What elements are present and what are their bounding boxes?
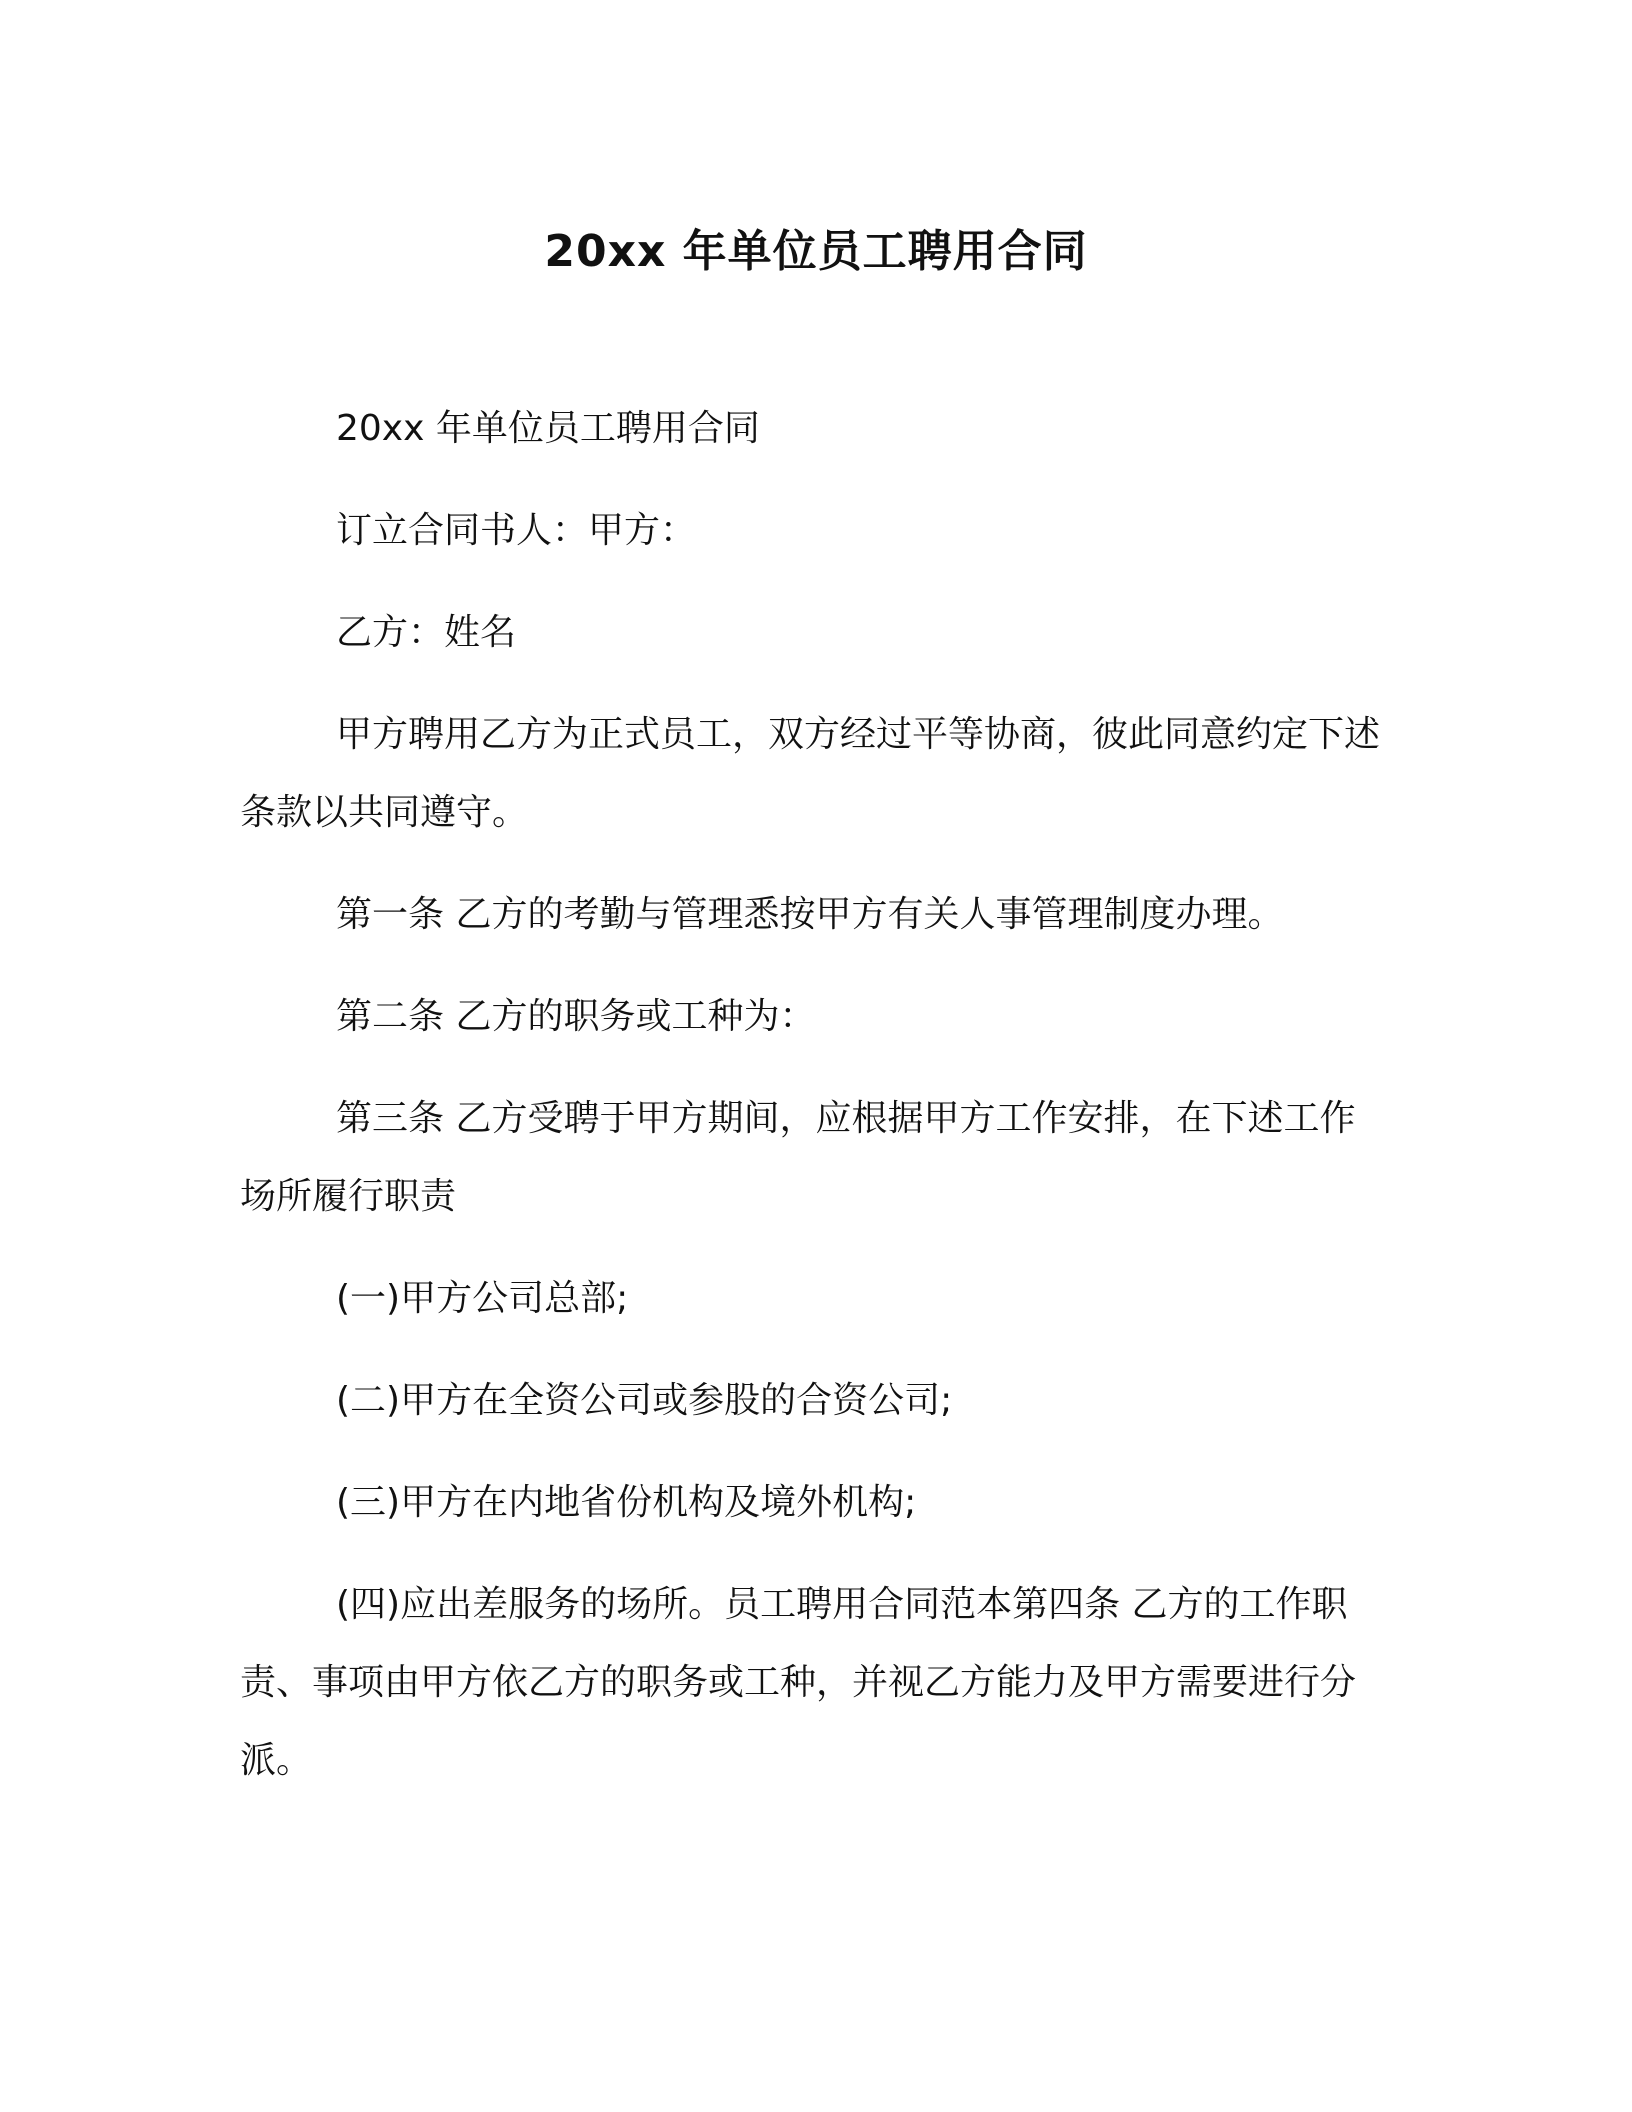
list-item-4: (四)应出差服务的场所。员工聘用合同范本第四条 乙方的工作职责、事项由甲方依乙方的职务或工种，并视乙方能力及甲方需要进行分派。 (240, 1584, 1357, 1781)
list-item-1: (一)甲方公司总部; (336, 1278, 629, 1319)
list-item-2: (二)甲方在全资公司或参股的合资公司; (336, 1380, 953, 1421)
document-title: 20xx 年单位员工聘用合同 (544, 226, 1088, 277)
paragraph-parties: 订立合同书人：甲方： (336, 510, 697, 551)
paragraph-article-2: 第二条 乙方的职务或工种为： (336, 996, 816, 1037)
list-item-3: (三)甲方在内地省份机构及境外机构; (336, 1482, 917, 1523)
paragraph-heading-repeat: 20xx 年单位员工聘用合同 (336, 408, 760, 449)
paragraph-article-1: 第一条 乙方的考勤与管理悉按甲方有关人事管理制度办理。 (336, 894, 1284, 935)
paragraph-party-b: 乙方：姓名 (336, 612, 517, 653)
paragraph-article-3: 第三条 乙方受聘于甲方期间，应根据甲方工作安排，在下述工作场所履行职责 (240, 1098, 1356, 1217)
paragraph-intro: 甲方聘用乙方为正式员工，双方经过平等协商，彼此同意约定下述条款以共同遵守。 (240, 714, 1381, 833)
